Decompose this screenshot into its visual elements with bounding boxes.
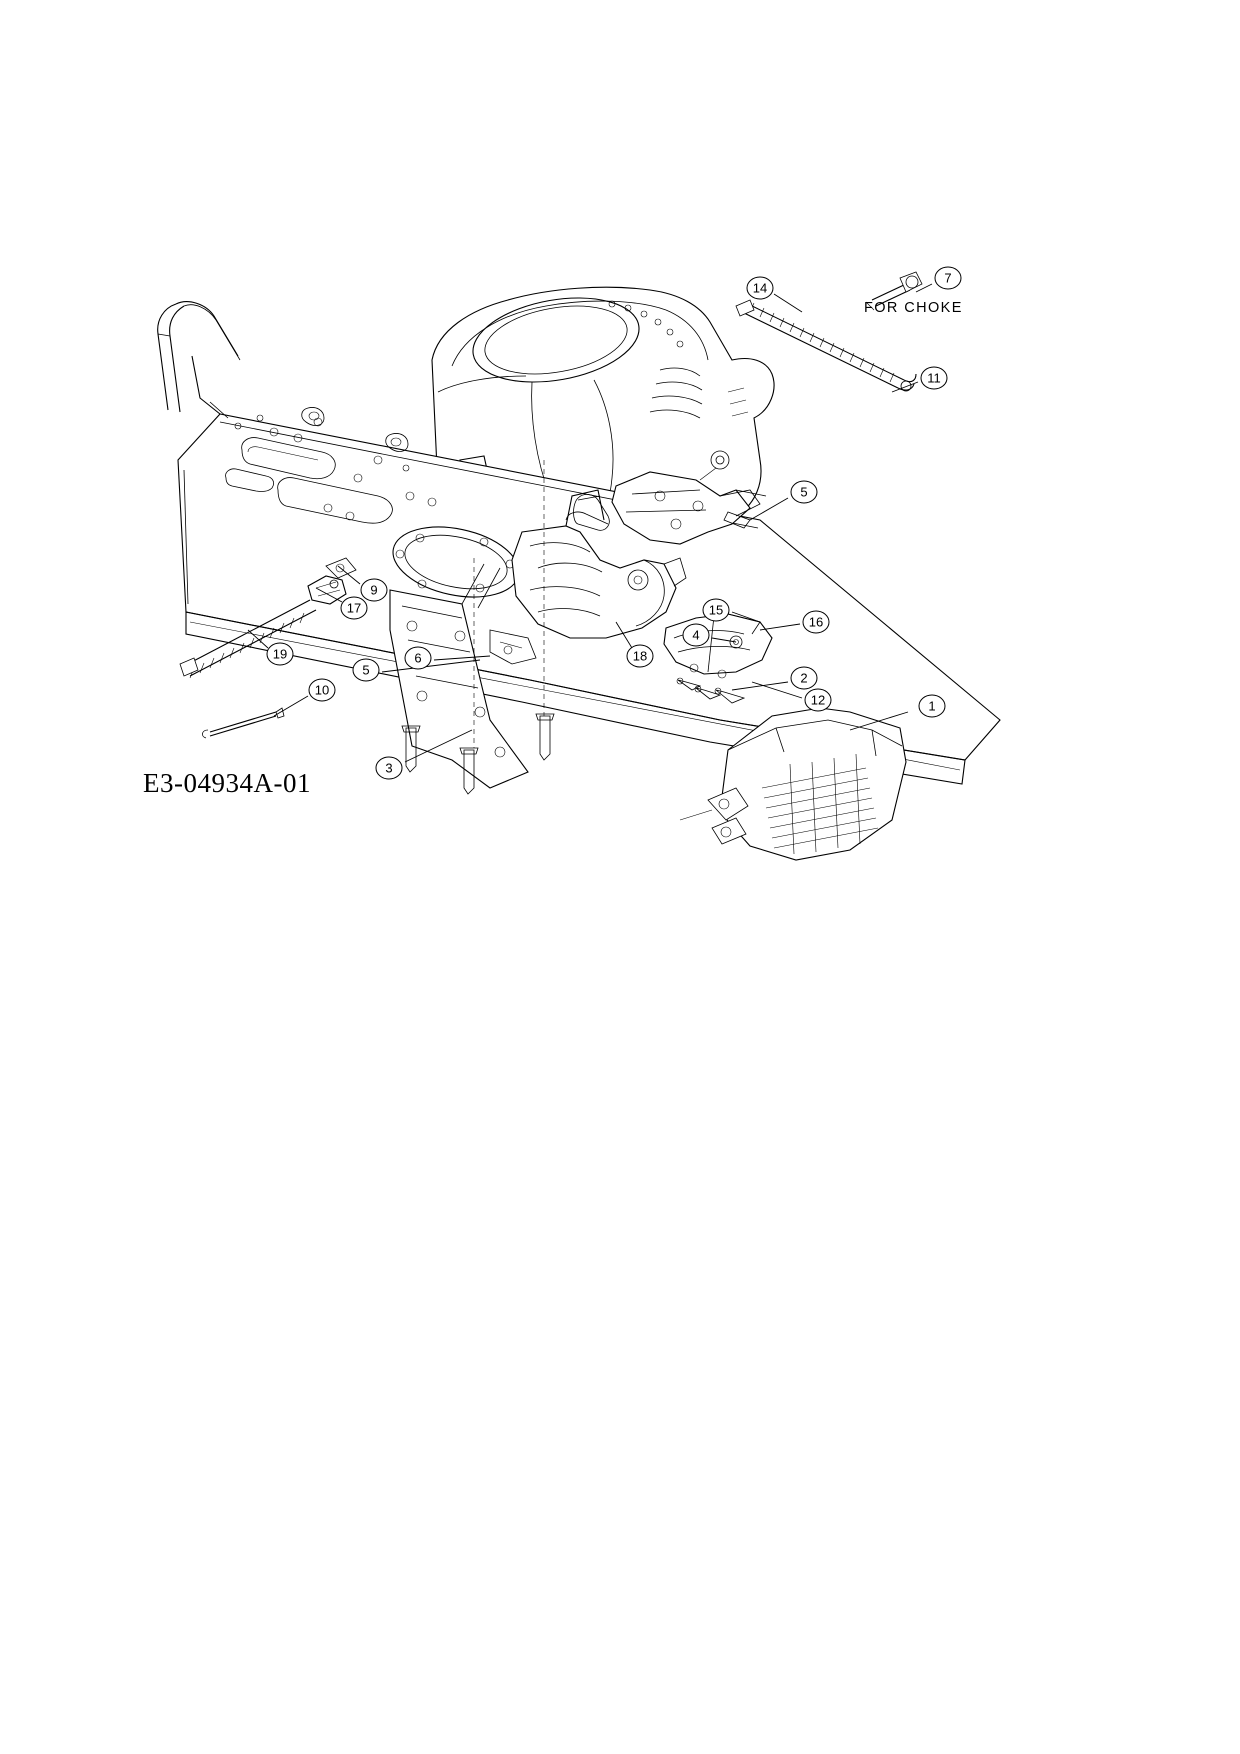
callout-number: 12	[810, 692, 826, 708]
callout-number: 3	[385, 760, 393, 776]
callout-leader	[274, 696, 308, 716]
callout-number: 15	[708, 602, 724, 618]
rod-part10	[202, 708, 284, 738]
callout-number: 18	[632, 648, 648, 664]
drawing-code: E3-04934A-01	[143, 768, 311, 798]
callout-number: 4	[692, 627, 700, 643]
callout-number: 11	[927, 370, 941, 386]
callout-leader	[750, 498, 788, 520]
callout-10	[274, 679, 335, 716]
callout-number: 10	[314, 682, 330, 698]
callout-number: 16	[808, 614, 824, 630]
callout-number: 5	[800, 484, 808, 500]
callout-number: 19	[272, 646, 288, 662]
callout-number: 6	[414, 650, 422, 666]
callout-5	[750, 481, 817, 520]
callout-number: 2	[800, 670, 808, 686]
callout-number: 5	[362, 662, 370, 678]
bolt-3	[536, 714, 554, 760]
callout-7	[916, 267, 961, 292]
for-choke-label: FOR CHOKE	[864, 300, 963, 316]
callout-14	[747, 277, 802, 312]
callout-number: 14	[752, 280, 768, 296]
callout-number: 7	[944, 270, 952, 286]
callout-number: 1	[928, 698, 936, 714]
callout-number: 9	[370, 582, 378, 598]
muffler-guard-large	[680, 708, 906, 860]
callout-leader	[774, 294, 802, 312]
callout-number: 17	[346, 600, 362, 616]
callout-11	[892, 367, 947, 392]
